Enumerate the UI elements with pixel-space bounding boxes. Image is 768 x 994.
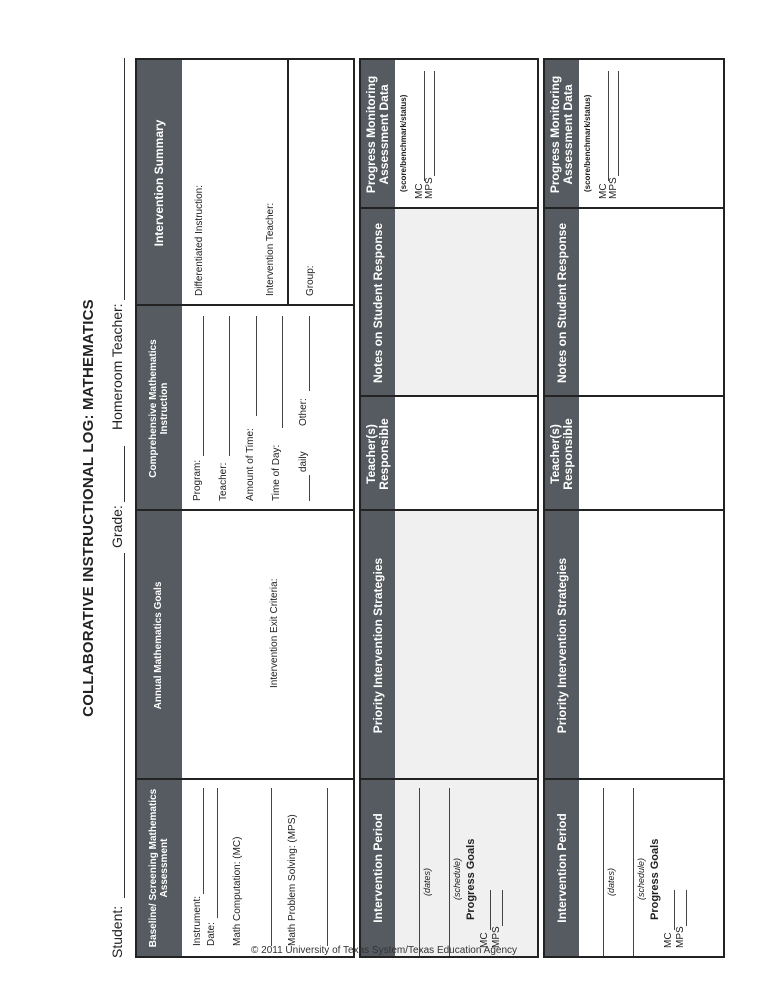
goal-mc-field[interactable]: [674, 890, 675, 930]
schedule-field[interactable]: [633, 788, 634, 956]
status-label: (score/benchmark/status): [583, 94, 592, 192]
comp-teacher-label: Teacher:: [218, 462, 229, 501]
teachers-header: Teacher(s) Responsible: [361, 397, 395, 511]
date-field[interactable]: [217, 788, 218, 918]
intervention-period-1: [359, 58, 539, 958]
copyright-notice: © 2011 University of Texas System/Texas Education Agency: [250, 945, 518, 956]
pm-mps-label: MPS: [608, 177, 619, 199]
program-field[interactable]: [203, 316, 204, 456]
group-label: Group:: [305, 265, 316, 296]
other-field[interactable]: [309, 316, 310, 391]
instrument-label: Instrument:: [192, 895, 203, 946]
progress-goals-label: Progress Goals: [649, 838, 661, 920]
instrument-field[interactable]: [203, 788, 204, 894]
rotated-log-form: [80, 58, 725, 958]
progress-goals-label: Progress Goals: [465, 838, 477, 920]
pm-mc-field[interactable]: [608, 71, 609, 181]
dates-field[interactable]: [603, 788, 604, 956]
goal-mps-field[interactable]: [502, 890, 503, 926]
summary-header: Intervention Summary: [137, 60, 182, 306]
progress-monitoring-header: Progress Monitoring Assessment Data: [545, 60, 579, 209]
amount-time-label: Amount of Time:: [245, 428, 256, 501]
pm-mc-label: MC: [598, 183, 609, 199]
strategies-header: Priority Intervention Strategies: [361, 511, 395, 780]
mps-label: Math Problem Solving: (MPS): [287, 814, 298, 946]
goal-mc-field[interactable]: [490, 890, 491, 930]
goal-mps-field[interactable]: [686, 890, 687, 926]
amount-time-field[interactable]: [256, 316, 257, 416]
student-label: Student:: [109, 905, 125, 958]
goal-mps-label: MPS: [491, 926, 502, 948]
time-of-day-label: Time of Day:: [271, 444, 282, 501]
status-label: (score/benchmark/status): [399, 94, 408, 192]
assessment-section: [135, 58, 355, 958]
teachers-header: Teacher(s) Responsible: [545, 397, 579, 511]
annual-goals-header: Annual Mathematics Goals: [137, 511, 182, 780]
pm-mc-field[interactable]: [424, 71, 425, 181]
student-field[interactable]: [124, 553, 125, 898]
daily-blank[interactable]: [309, 475, 310, 501]
homeroom-label: Homeroom Teacher:: [109, 303, 125, 430]
date-label: Date:: [206, 922, 217, 946]
progress-monitoring-header: Progress Monitoring Assessment Data: [361, 60, 395, 209]
program-label: Program:: [192, 459, 203, 501]
dates-field[interactable]: [419, 788, 420, 956]
grade-field[interactable]: [124, 446, 125, 502]
goal-mc-label: MC: [663, 932, 674, 948]
baseline-header: Baseline/ Screening Mathematics Assessment: [137, 780, 182, 956]
comp-teacher-field[interactable]: [229, 316, 230, 456]
period-header: Intervention Period: [545, 780, 579, 956]
goal-mc-label: MC: [479, 932, 490, 948]
grade-label: Grade:: [109, 505, 125, 548]
pm-mps-field[interactable]: [434, 71, 435, 176]
dates-label: (dates): [606, 867, 616, 896]
goal-mps-label: MPS: [675, 926, 686, 948]
daily-label: daily: [298, 451, 309, 472]
notes-header: Notes on Student Response: [361, 209, 395, 397]
schedule-label: (schedule): [452, 857, 462, 900]
differentiated-label: Differentiated Instruction:: [194, 185, 205, 296]
mps-field[interactable]: [327, 788, 328, 946]
homeroom-field[interactable]: [124, 58, 125, 300]
mc-label: Math Computation: (MC): [232, 836, 243, 946]
intervention-period-2: [543, 58, 725, 958]
period-header: Intervention Period: [361, 780, 395, 956]
mc-field[interactable]: [271, 788, 272, 946]
strategies-header: Priority Intervention Strategies: [545, 511, 579, 780]
time-of-day-field[interactable]: [282, 316, 283, 428]
dates-label: (dates): [422, 867, 432, 896]
page-title: COLLABORATIVE INSTRUCTIONAL LOG: MATHEMATICS: [80, 299, 97, 717]
student-info-row: [109, 58, 131, 958]
comprehensive-header: Comprehensive Mathematics Instruction: [137, 306, 182, 511]
intervention-teacher-label: Intervention Teacher:: [265, 202, 276, 296]
pm-mps-field[interactable]: [618, 71, 619, 176]
other-label: Other:: [298, 398, 309, 426]
pm-mps-label: MPS: [424, 177, 435, 199]
pm-mc-label: MC: [414, 183, 425, 199]
schedule-field[interactable]: [449, 788, 450, 956]
exit-criteria-label: Intervention Exit Criteria:: [269, 578, 280, 688]
notes-header: Notes on Student Response: [545, 209, 579, 397]
schedule-label: (schedule): [636, 857, 646, 900]
